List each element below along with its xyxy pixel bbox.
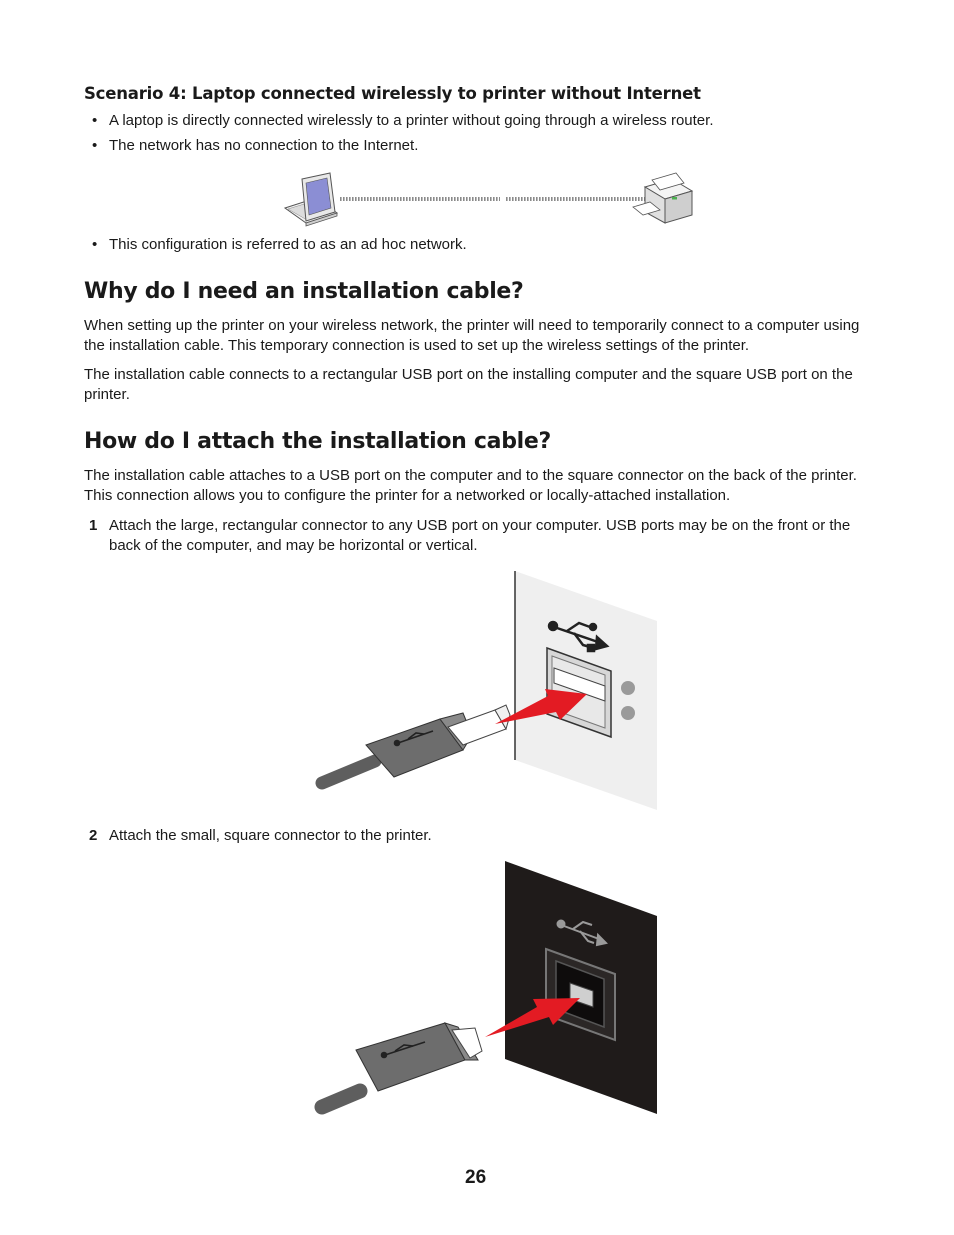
bullet-dot: • [92,236,98,253]
list-item [89,516,877,556]
paragraph: The installation cable attaches to a USB port on the computer and to the square connector on the back of the printer. This connection allows you to configure the printer for a networked or locally-attached installation. [84,467,857,504]
usb-printer-illustration [0,855,954,1125]
bullet-dot: • [92,112,98,129]
paragraph: When setting up the printer on your wireless network, the printer will need to temporarily connect to a computer using the installation cable. This temporary connection is used to set up the wireless settings of the printer. [84,317,860,354]
list-item [89,826,877,846]
adhoc-illustration [0,165,954,235]
bullet-text: This configuration is referred to as an ad hoc network. [109,236,467,253]
scenario-heading: Scenario 4: Laptop connected wirelessly to printer without Internet [84,84,701,103]
page-number: 26 [465,1167,487,1188]
bullet-text: The network has no connection to the Internet. [109,137,419,154]
step-text: Attach the small, square connector to the printer. [109,827,432,844]
step-number: 1 [89,517,98,534]
usb-cable-icon [322,1023,482,1107]
step-number: 2 [89,827,98,844]
laptop-icon [285,173,337,226]
usb-computer-illustration [0,565,954,825]
bullet-text: A laptop is directly connected wirelessly to a printer without going through a wireless router. [109,112,714,129]
section-heading: How do I attach the installation cable? [84,429,551,454]
list-item [92,136,419,156]
list-item [92,111,714,131]
list-item [92,235,467,255]
section-heading: Why do I need an installation cable? [84,279,524,304]
step-text: Attach the large, rectangular connector to any USB port on your computer. USB ports may be on the front or the back of the computer, and may be horizontal or vertical. [109,517,851,554]
paragraph: The installation cable connects to a rectangular USB port on the installing computer and the square USB port on the printer. [84,366,853,403]
usb-cable-icon [322,705,510,783]
bullet-dot: • [92,137,98,154]
